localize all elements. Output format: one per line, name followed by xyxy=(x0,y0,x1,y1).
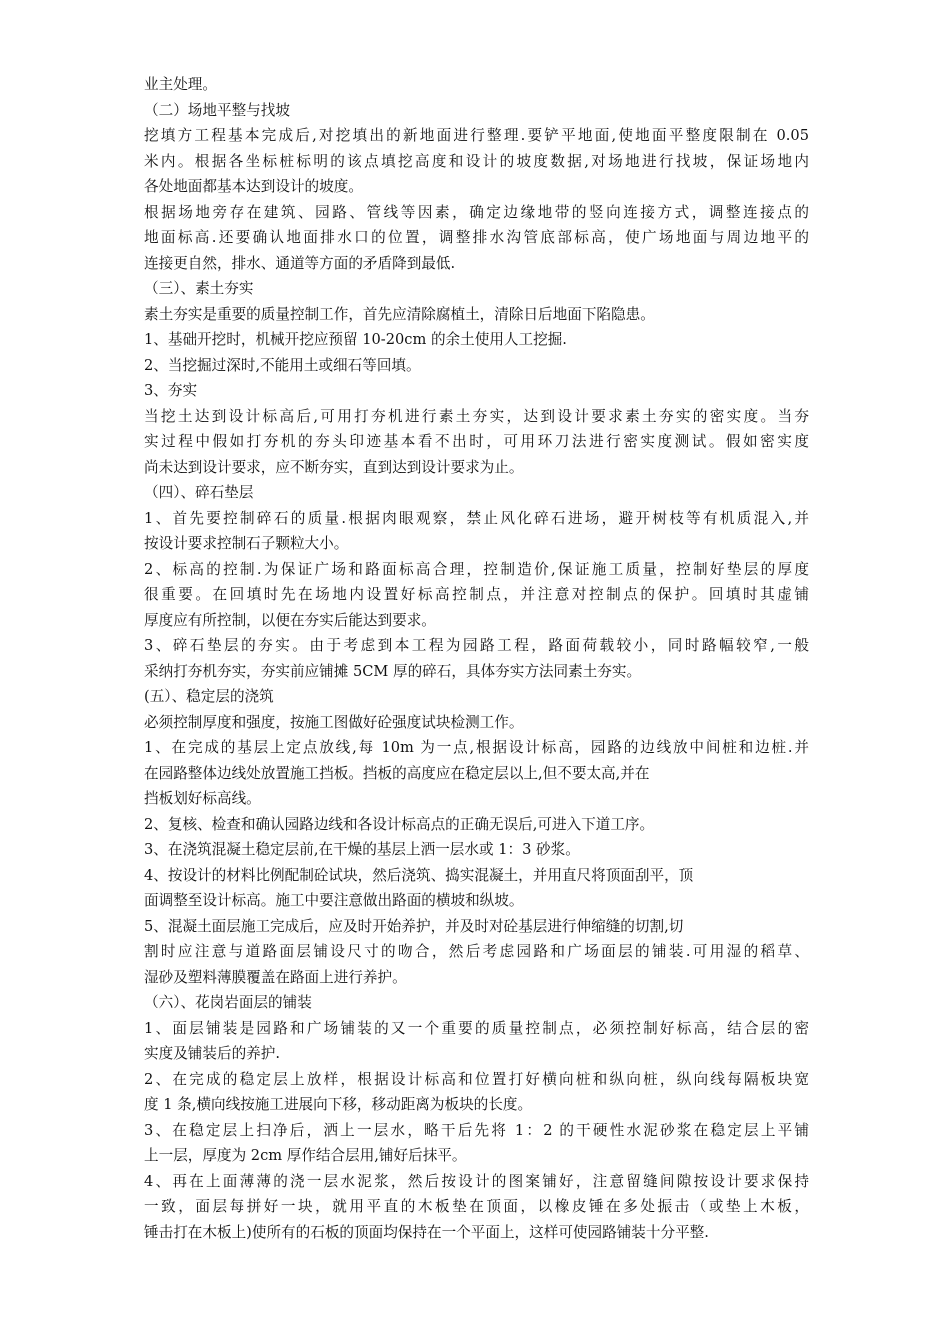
text-line: 度 1 条,横向线按施工进展向下移，移动距离为板块的长度。 xyxy=(144,1096,533,1113)
text-line: 4、再在上面薄薄的浇一层水泥浆，然后按设计的图案铺好，注意留缝间隙按设计要求保持 xyxy=(144,1172,809,1190)
text-line: 尚未达到设计要求，应不断夯实，直到达到设计要求为止。 xyxy=(144,458,524,476)
text-line: 2、标高的控制.为保证广场和路面标高合理，控制造价,保证施工质量，控制好垫层的厚度 xyxy=(144,560,809,578)
text-line: 3、夯实 xyxy=(144,382,198,399)
text-line: （二）场地平整与找坡 xyxy=(144,101,290,119)
text-line: 1、面层铺装是园路和广场铺装的又一个重要的质量控制点，必须控制好标高，结合层的密 xyxy=(144,1019,809,1037)
text-line: 很重要。在回填时先在场地内设置好标高控制点，并注意对控制点的保护。回填时其虚铺 xyxy=(144,586,809,603)
text-line: 各处地面都基本达到设计的坡度。 xyxy=(144,178,363,195)
text-line: 厚度应有所控制，以便在夯实后能达到要求。 xyxy=(144,611,436,629)
text-line: （四）、碎石垫层 xyxy=(144,484,254,501)
text-line: 挖填方工程基本完成后,对挖填出的新地面进行整理.要铲平地面,使地面平整度限制在 0.05 xyxy=(144,127,809,144)
text-line: 3、在浇筑混凝土稳定层前,在干燥的基层上洒一层水或 1：3 砂浆。 xyxy=(144,841,580,858)
text-line: 素土夯实是重要的质量控制工作，首先应清除腐植土，清除日后地面下陷隐患。 xyxy=(144,305,655,323)
text-line: 实过程中假如打夯机的夯头印迹基本看不出时，可用环刀法进行密实度测试。假如密实度 xyxy=(144,433,809,450)
text-line: 采纳打夯机夯实，夯实前应铺摊 5CM 厚的碎石，具体夯实方法同素土夯实。 xyxy=(144,662,642,680)
text-line: （三）、素土夯实 xyxy=(144,280,254,297)
text-line: 2、当挖掘过深时,不能用土或细石等回填。 xyxy=(144,356,421,374)
text-line: 挡板划好标高线。 xyxy=(144,790,261,807)
text-line: 必须控制厚度和强度，按施工图做好砼强度试块检测工作。 xyxy=(144,713,524,731)
text-line: 在园路整体边线处放置施工挡板。挡板的高度应在稳定层以上,但不要太高,并在 xyxy=(144,764,650,782)
text-line: 一致，面层每拼好一块，就用平直的木板垫在顶面，以橡皮锤在多处振击（或垫上木板， xyxy=(144,1198,809,1215)
text-line: 上一层，厚度为 2cm 厚作结合层用,铺好后抹平。 xyxy=(144,1147,467,1164)
text-line: 1、基础开挖时，机械开挖应预留 10-20cm 的余土使用人工挖掘. xyxy=(144,331,567,348)
text-line: 按设计要求控制石子颗粒大小。 xyxy=(144,535,349,552)
text-line: 湿砂及塑料薄膜覆盖在路面上进行养护。 xyxy=(144,968,407,986)
text-line: 1、首先要控制碎石的质量.根据肉眼观察，禁止风化碎石进场，避开树枝等有机质混入,并 xyxy=(144,509,809,527)
text-line: 3、碎石垫层的夯实。由于考虑到本工程为园路工程，路面荷载较小，同时路幅较窄,一般 xyxy=(144,637,809,654)
text-line: 2、在完成的稳定层上放样，根据设计标高和位置打好横向桩和纵向桩，纵向线每隔板块宽 xyxy=(144,1070,809,1088)
text-line: 米内。根据各坐标桩标明的该点填挖高度和设计的坡度数据,对场地进行找坡，保证场地内 xyxy=(144,152,809,170)
text-line: 1、在完成的基层上定点放线,每 10m 为一点,根据设计标高，园路的边线放中间桩和边桩.并 xyxy=(144,739,809,756)
text-line: 业主处理。 xyxy=(144,76,217,93)
text-line: 面调整至设计标高。施工中要注意做出路面的横坡和纵坡。 xyxy=(144,892,524,909)
text-line: 割时应注意与道路面层铺设尺寸的吻合，然后考虑园路和广场面层的铺装.可用湿的稻草、 xyxy=(144,943,809,960)
text-line: 5、混凝土面层施工完成后，应及时开始养护，并及时对砼基层进行伸缩缝的切割,切 xyxy=(144,917,684,935)
text-line: 连接更自然，排水、通道等方面的矛盾降到最低. xyxy=(144,254,456,272)
text-line: 4、按设计的材料比例配制砼试块，然后浇筑、捣实混凝土，并用直尺将顶面刮平，顶 xyxy=(144,866,694,884)
text-line: 锤击打在木板上)使所有的石板的顶面均保持在一个平面上，这样可使园路铺装十分平整. xyxy=(144,1223,709,1241)
text-line: 3、在稳定层上扫净后，洒上一层水，略干后先将 1：2 的干硬性水泥砂浆在稳定层上平铺 xyxy=(144,1121,809,1139)
text-line: 当挖土达到设计标高后,可用打夯机进行素土夯实，达到设计要求素土夯实的密实度。当夯 xyxy=(144,407,809,425)
text-line: (五）、稳定层的浇筑 xyxy=(144,688,274,705)
text-line: 地面标高.还要确认地面排水口的位置，调整排水沟管底部标高，使广场地面与周边地平的 xyxy=(144,229,809,246)
text-line: 2、复核、检查和确认园路边线和各设计标高点的正确无误后,可进入下道工序。 xyxy=(144,815,655,833)
text-line: 实度及铺装后的养护. xyxy=(144,1045,280,1062)
document-body xyxy=(144,72,809,1245)
text-line: 根据场地旁存在建筑、园路、管线等因素，确定边缘地带的竖向连接方式，调整连接点的 xyxy=(144,203,809,221)
text-line: （六）、花岗岩面层的铺装 xyxy=(144,994,312,1011)
